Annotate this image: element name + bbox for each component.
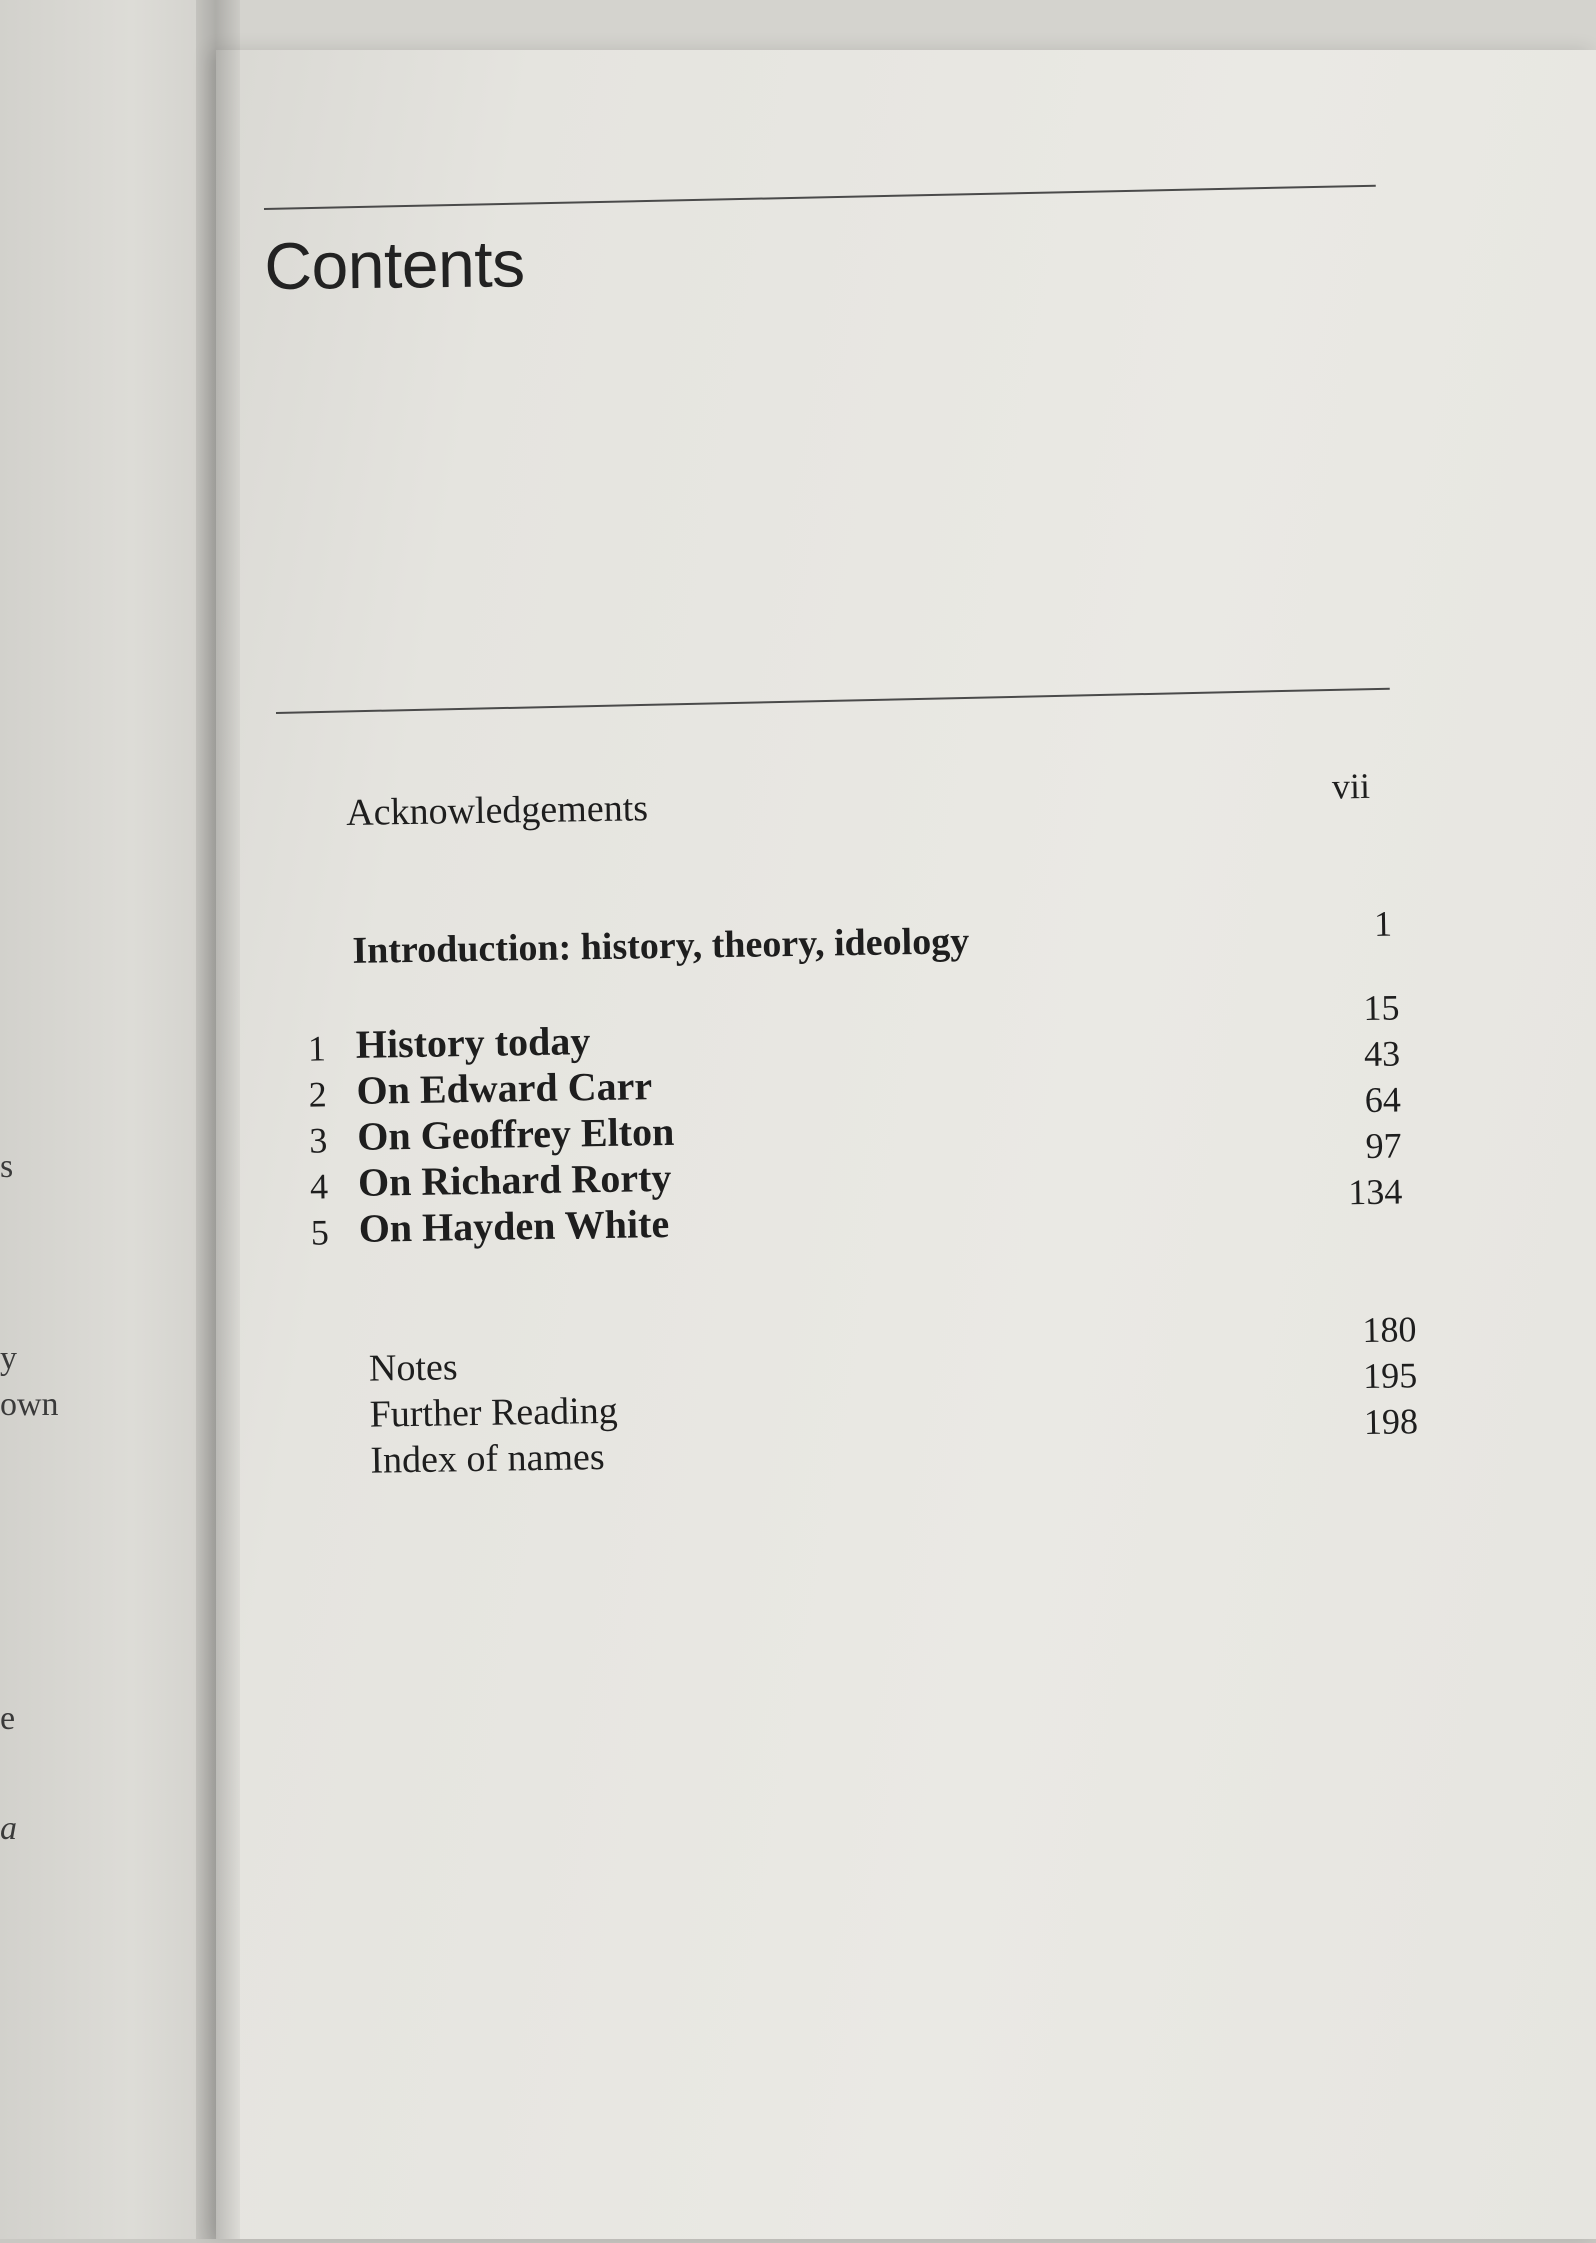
toc-entry-page: 43 (1363, 1033, 1401, 1075)
toc-entry-page: 195 (1362, 1355, 1418, 1397)
chapter-number: 5 (310, 1212, 330, 1253)
toc-entry-page: 97 (1365, 1125, 1402, 1166)
toc-entry-title: On Edward Carr (356, 1063, 653, 1113)
chapter-number: 1 (307, 1028, 327, 1069)
toc-entry-introduction[interactable] (2, 905, 1596, 980)
left-page-fragment: a (0, 1810, 17, 1847)
toc-entry-title: On Geoffrey Elton (356, 1108, 675, 1159)
left-page-fragment: own (0, 1386, 59, 1423)
toc-entry-title: Further Reading (369, 1389, 618, 1436)
page-title: Contents (264, 226, 525, 303)
chapter-number: 4 (309, 1166, 329, 1207)
toc-entry-page: 198 (1363, 1401, 1419, 1443)
toc-entry-title: On Hayden White (358, 1200, 670, 1251)
left-page-fragment: e (0, 1700, 16, 1737)
toc-entry-page: 134 (1347, 1171, 1403, 1213)
left-page-fragment: s (0, 1148, 14, 1185)
left-page-fragment: y (0, 1340, 17, 1377)
toc-entry-page: 1 (1373, 903, 1393, 944)
chapter-number: 3 (309, 1120, 328, 1161)
toc-entry-acknowledgements[interactable] (0, 767, 1596, 842)
toc-entry-page: 180 (1362, 1309, 1417, 1351)
toc-entry-title: History today (355, 1018, 591, 1067)
toc-entry-page: 15 (1363, 987, 1400, 1029)
toc-entry-page: vii (1331, 765, 1371, 807)
toc-entry-page: 64 (1364, 1079, 1402, 1120)
chapter-number: 2 (308, 1074, 327, 1115)
toc-entry-title: On Richard Rorty (357, 1154, 672, 1205)
toc-entry-title: Index of names (370, 1435, 605, 1482)
toc-entry-title: Notes (368, 1346, 458, 1390)
toc-entry-title: Acknowledgements (345, 787, 649, 834)
toc-entry-title: Introduction: history, theory, ideology (352, 920, 970, 972)
